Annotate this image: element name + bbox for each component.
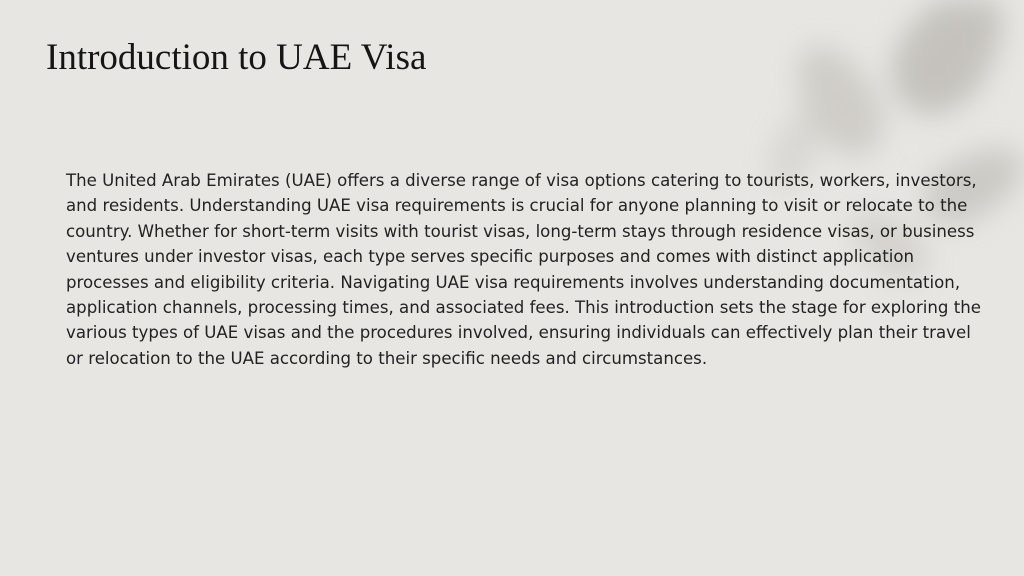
leaf-shadow	[872, 0, 1024, 133]
slide-body-text: The United Arab Emirates (UAE) offers a diverse range of visa options catering to tourists, workers, investors, and residents. Understanding UAE visa requirements is crucial for anyone planning to visit or relocate to the country. Whether for short-term visits with tourist visas, long-term stays through residence visas, or business ventures under investor visas, each type serves specific purposes and comes with distinct application processes and eligibility criteria. Navigating UAE visa requirements involves understanding documentation, application channels, processing times, and associated fees. This introduction sets the stage for exploring the various types of UAE visas and the procedures involved, ensuring individuals can effectively plan their travel or relocation to the UAE according to their specific needs and circumstances.	[66, 171, 981, 368]
slide-title: Introduction to UAE Visa	[46, 37, 427, 78]
